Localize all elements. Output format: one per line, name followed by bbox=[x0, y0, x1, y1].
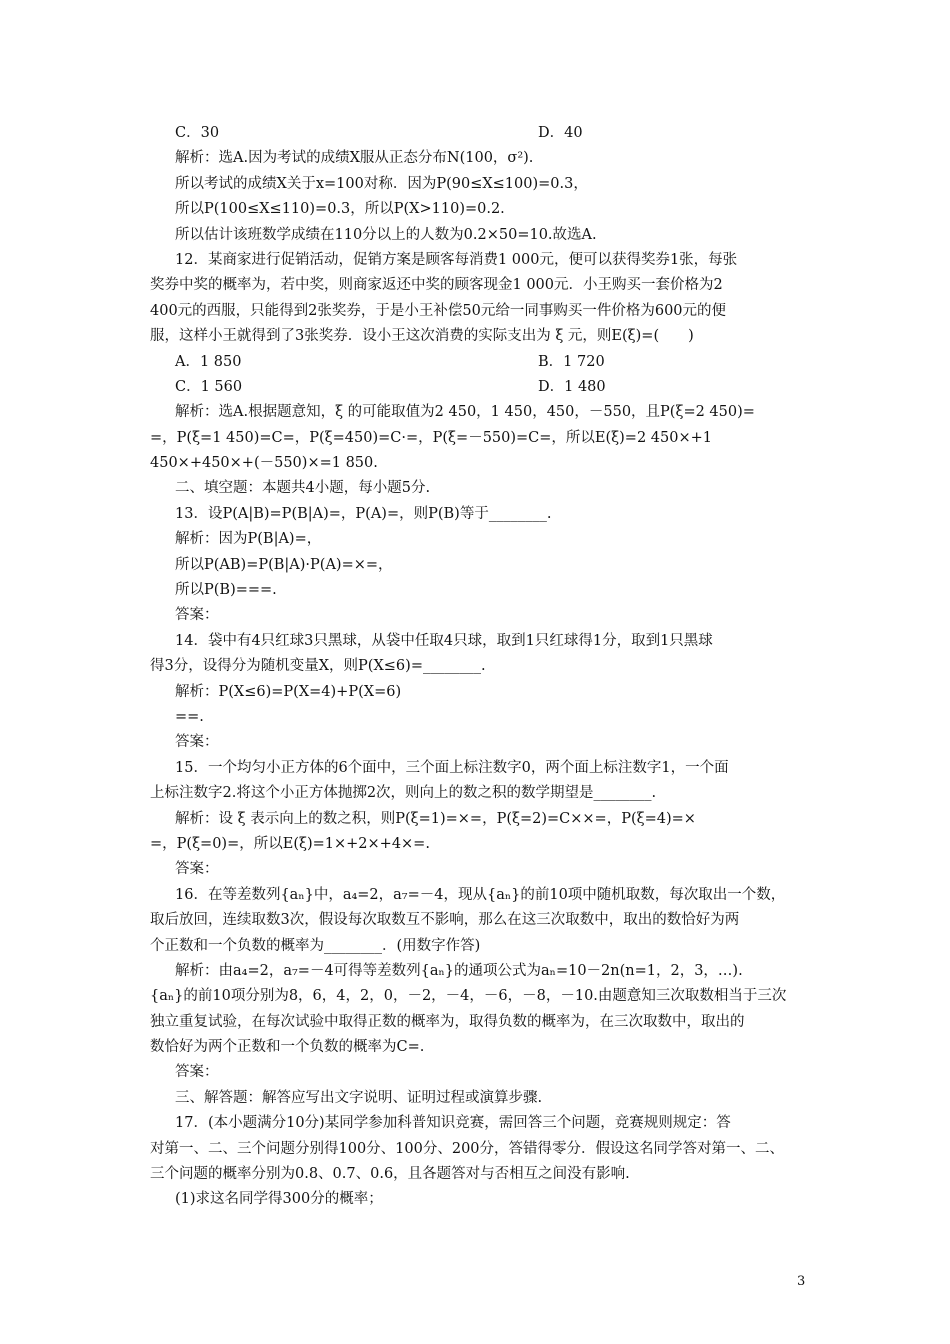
page-body bbox=[150, 121, 810, 1213]
text-line: ==. bbox=[175, 708, 204, 725]
text-line: 所以P(100≤X≤110)=0.3，所以P(X>110)=0.2. bbox=[175, 201, 505, 218]
text-line: 13．设P(A|B)=P(B|A)=，P(A)=，则P(B)等于________. bbox=[175, 505, 552, 522]
option-left: A．1 850 bbox=[175, 353, 242, 370]
text-line: 17．(本小题满分10分)某同学参加科普知识竞赛，需回答三个问题，竞赛规则规定：答 bbox=[175, 1115, 731, 1132]
text-line: 所以P(AB)=P(B|A)·P(A)=×=， bbox=[175, 556, 393, 573]
text-line: 450×+450×+(－550)×=1 850. bbox=[150, 455, 378, 472]
text-line: =，P(ξ=1 450)=C=，P(ξ=450)=C·=，P(ξ=－550)=C=，所以E(ξ)=2 450×+1 bbox=[150, 429, 712, 446]
text-line: (1)求这名同学得300分的概率； bbox=[175, 1191, 383, 1208]
text-line: 个正数和一个负数的概率为________．(用数字作答) bbox=[150, 937, 481, 954]
text-line: 解析：选A.因为考试的成绩X服从正态分布N(100，σ²). bbox=[175, 150, 534, 167]
option-left: C．30 bbox=[175, 125, 220, 141]
text-line: 16．在等差数列{aₙ}中，a₄=2，a₇=－4，现从{aₙ}的前10项中随机取数，每次取出一个数， bbox=[175, 886, 786, 903]
text-line: 所以考试的成绩X关于x=100对称．因为P(90≤X≤100)=0.3， bbox=[175, 175, 588, 192]
text-line: 解析：由a₄=2，a₇=－4可得等差数列{aₙ}的通项公式为aₙ=10－2n(n=1，2，3，…). bbox=[175, 962, 743, 979]
option-right: D．1 480 bbox=[538, 378, 606, 395]
text-line: 答案： bbox=[175, 861, 219, 878]
text-line: 答案： bbox=[175, 607, 219, 624]
text-line: 14．袋中有4只红球3只黑球，从袋中任取4只球，取到1只红球得1分，取到1只黑球 bbox=[175, 632, 713, 649]
text-line: 所以P(B)===. bbox=[175, 582, 277, 599]
option-row bbox=[150, 121, 810, 146]
text-line: 取后放回，连续取数3次，假设每次取数互不影响，那么在这三次取数中，取出的数恰好为两 bbox=[150, 912, 740, 929]
text-line: {aₙ}的前10项分别为8，6，4，2，0，－2，－4，－6，－8，－10.由题意知三次取数相当于三次 bbox=[150, 988, 787, 1005]
text-line: 12．某商家进行促销活动，促销方案是顾客每消费1 000元，便可以获得奖券1张，每张 bbox=[175, 251, 738, 268]
option-left: C．1 560 bbox=[175, 378, 243, 395]
text-line: 二、填空题：本题共4小题，每小题5分. bbox=[175, 480, 431, 497]
text-line: 服，这样小王就得到了3张奖券．设小王这次消费的实际支出为 ξ 元，则E(ξ)=( ) bbox=[150, 328, 694, 345]
text-line: 解析：设 ξ 表示向上的数之积，则P(ξ=1)=×=，P(ξ=2)=C××=，P(ξ=4)=× bbox=[175, 810, 696, 827]
text-line: 三、解答题：解答应写出文字说明、证明过程或演算步骤. bbox=[175, 1089, 543, 1106]
text-line: 400元的西服，只能得到2张奖券，于是小王补偿50元给一同事购买一件价格为600元的便 bbox=[150, 302, 727, 319]
text-line: 15．一个均匀小正方体的6个面中，三个面上标注数字0，两个面上标注数字1，一个面 bbox=[175, 759, 729, 776]
text-line: 上标注数字2.将这个小正方体抛掷2次，则向上的数之积的数学期望是________. bbox=[150, 785, 657, 802]
text-line: 解析：选A.根据题意知，ξ 的可能取值为2 450，1 450，450，－550，且P(ξ=2 450)= bbox=[175, 404, 755, 421]
text-line: 三个问题的概率分别为0.8、0.7、0.6，且各题答对与否相互之间没有影响. bbox=[150, 1166, 630, 1183]
text-line: 答案： bbox=[175, 1064, 219, 1081]
text-line: 所以估计该班数学成绩在110分以上的人数为0.2×50=10.故选A. bbox=[175, 226, 597, 243]
option-row bbox=[150, 375, 810, 400]
text-line: 答案： bbox=[175, 734, 219, 751]
text-line: 奖券中奖的概率为，若中奖，则商家返还中奖的顾客现金1 000元．小王购买一套价格为2 bbox=[150, 277, 723, 294]
text-line: 数恰好为两个正数和一个负数的概率为C=. bbox=[150, 1039, 425, 1056]
option-row bbox=[150, 350, 810, 375]
text-line: 对第一、二、三个问题分别得100分、100分、200分，答错得零分．假设这名同学答对第一、二、 bbox=[150, 1140, 785, 1157]
option-right: B．1 720 bbox=[538, 353, 605, 370]
text-line: =，P(ξ=0)=，所以E(ξ)=1×+2×+4×=. bbox=[150, 835, 430, 852]
text-line: 得3分，设得分为随机变量X，则P(X≤6)=________. bbox=[150, 658, 486, 675]
text-line: 解析：因为P(B|A)=， bbox=[175, 531, 322, 548]
option-right: D．40 bbox=[538, 125, 583, 141]
text-line: 解析：P(X≤6)=P(X=4)+P(X=6) bbox=[175, 683, 402, 700]
page-number: 3 bbox=[797, 1274, 806, 1289]
text-line: 独立重复试验，在每次试验中取得正数的概率为，取得负数的概率为，在三次取数中，取出的 bbox=[150, 1013, 745, 1030]
